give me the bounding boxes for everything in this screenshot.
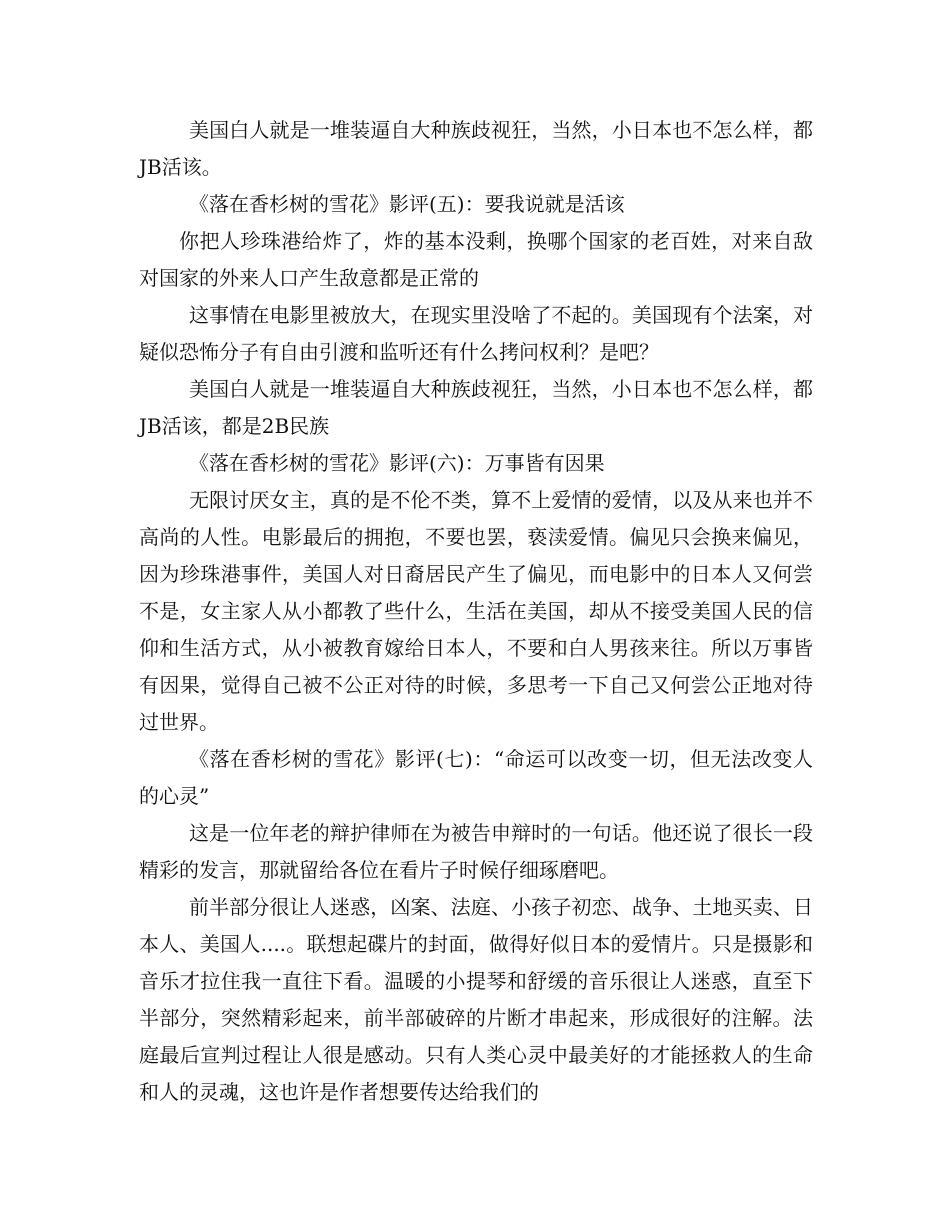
- document-body: [139, 112, 813, 1111]
- paragraph-4: 美国白人就是一堆装逼自大种族歧视狂，当然，小日本也不怎么样，都JB活该，都是2B民族: [139, 377, 813, 438]
- review-heading-6: 《落在香杉树的雪花》影评(六)：万事皆有因果: [189, 451, 605, 475]
- paragraph-6: 这是一位年老的辩护律师在为被告申辩时的一句话。他还说了很长一段精彩的发言，那就留给各位在看片子时候仔细琢磨吧。: [139, 821, 813, 882]
- paragraph-7: 前半部分很让人迷惑，凶案、法庭、小孩子初恋、战争、土地买卖、日本人、美国人....。联想起碟片的封面，做得好似日本的爱情片。只是摄影和音乐才拉住我一直往下看。温暖的小提琴和舒缓的音乐很让人迷惑，直至下半部分，突然精彩起来，前半部破碎的片断才串起来，形成很好的注解。法庭最后宣判过程让人很是感动。只有人类心灵中最美好的才能拯救人的生命和人的灵魂，这也许是作者想要传达给我们的: [139, 895, 813, 1104]
- review-heading-5: 《落在香杉树的雪花》影评(五)：要我说就是活该: [189, 192, 625, 216]
- paragraph-2: 你把人珍珠港给炸了，炸的基本没剩，换哪个国家的老百姓，对来自敌对国家的外来人口产生敌意都是正常的: [139, 229, 813, 290]
- paragraph-3: 这事情在电影里被放大，在现实里没啥了不起的。美国现有个法案，对疑似恐怖分子有自由引渡和监听还有什么拷问权利？是吧？: [139, 303, 813, 364]
- paragraph-1: 美国白人就是一堆装逼自大种族歧视狂，当然，小日本也不怎么样，都JB活该。: [139, 118, 813, 179]
- review-heading-7: 《落在香杉树的雪花》影评(七)：“命运可以改变一切，但无法改变人的心灵”: [139, 747, 813, 808]
- paragraph-5: 无限讨厌女主，真的是不伦不类，算不上爱情的爱情，以及从来也并不高尚的人性。电影最后的拥抱，不要也罢，亵渎爱情。偏见只会换来偏见，因为珍珠港事件，美国人对日裔居民产生了偏见，而电影中的日本人又何尝不是，女主家人从小都教了些什么，生活在美国，却从不接受美国人民的信仰和生活方式，从小被教育嫁给日本人，不要和白人男孩来往。所以万事皆有因果，觉得自己被不公正对待的时候，多思考一下自己又何尝公正地对待过世界。: [139, 488, 813, 734]
